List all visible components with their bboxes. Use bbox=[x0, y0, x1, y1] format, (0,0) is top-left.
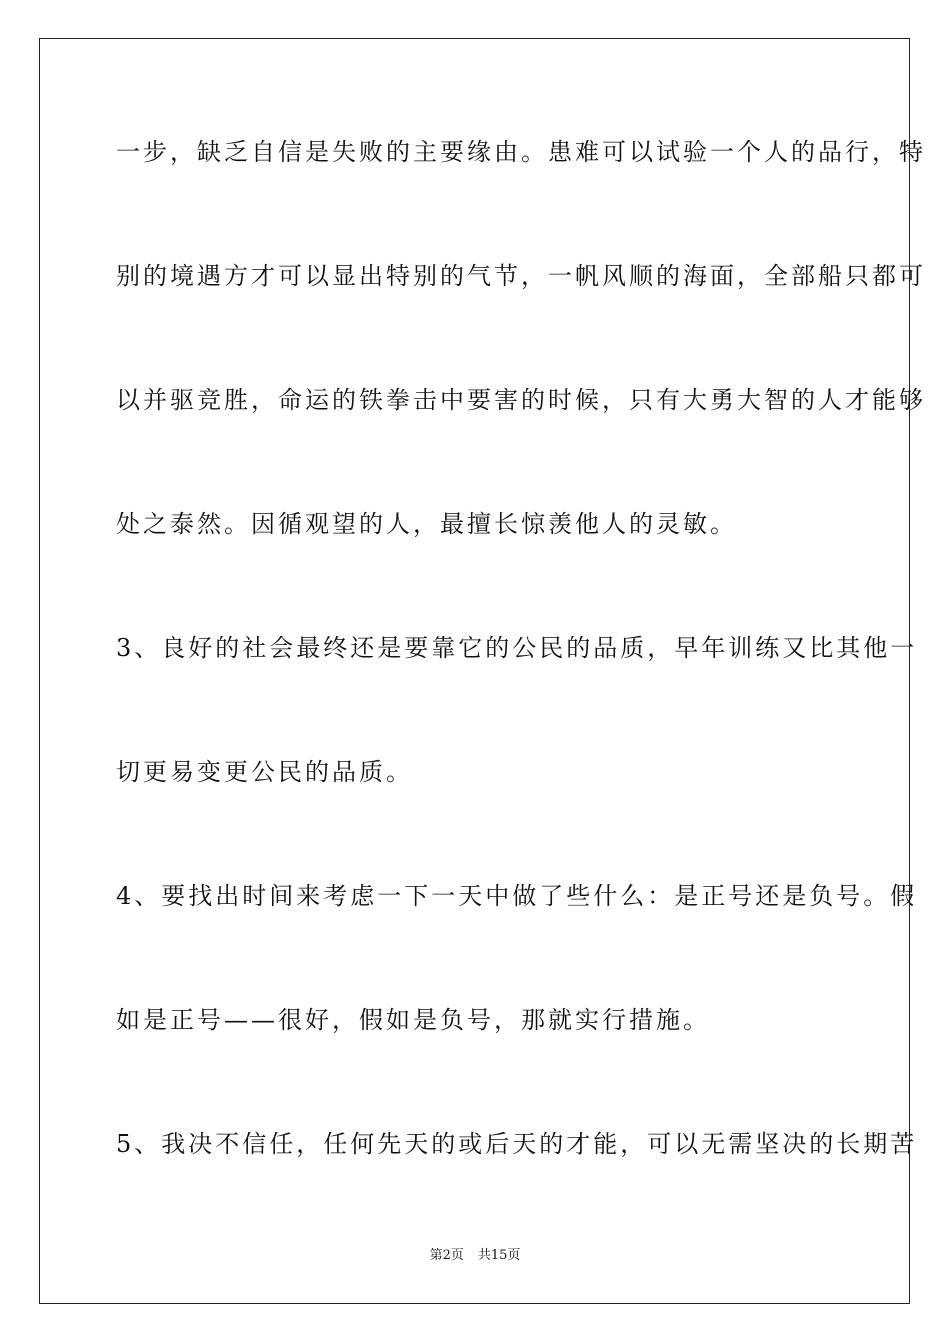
text-line-6: 切更易变更公民的品质。 bbox=[116, 758, 413, 786]
text-line-1: 一步，缺乏自信是失败的主要缘由。患难可以试验一个人的品行，特 bbox=[116, 138, 926, 166]
text-line-2: 别的境遇方才可以显出特别的气节，一帆风顺的海面，全部船只都可 bbox=[116, 262, 926, 290]
text-line-7: 4、要找出时间来考虑一下一天中做了些什么：是正号还是负号。假 bbox=[116, 882, 918, 910]
page-border bbox=[39, 38, 926, 1304]
text-line-9: 5、我决不信任，任何先天的或后天的才能，可以无需坚决的长期苦 bbox=[116, 1130, 918, 1158]
text-line-8: 如是正号——很好，假如是负号，那就实行措施。 bbox=[116, 1006, 710, 1034]
text-line-3: 以并驱竞胜，命运的铁拳击中要害的时候，只有大勇大智的人才能够 bbox=[116, 386, 926, 414]
page-number: 第2页 bbox=[429, 1248, 464, 1263]
text-line-5: 3、良好的社会最终还是要靠它的公民的品质，早年训练又比其他一 bbox=[116, 634, 918, 662]
text-line-4: 处之泰然。因循观望的人，最擅长惊羡他人的灵敏。 bbox=[116, 510, 737, 538]
page-footer bbox=[0, 1246, 950, 1266]
page-total: 共15页 bbox=[477, 1248, 521, 1263]
